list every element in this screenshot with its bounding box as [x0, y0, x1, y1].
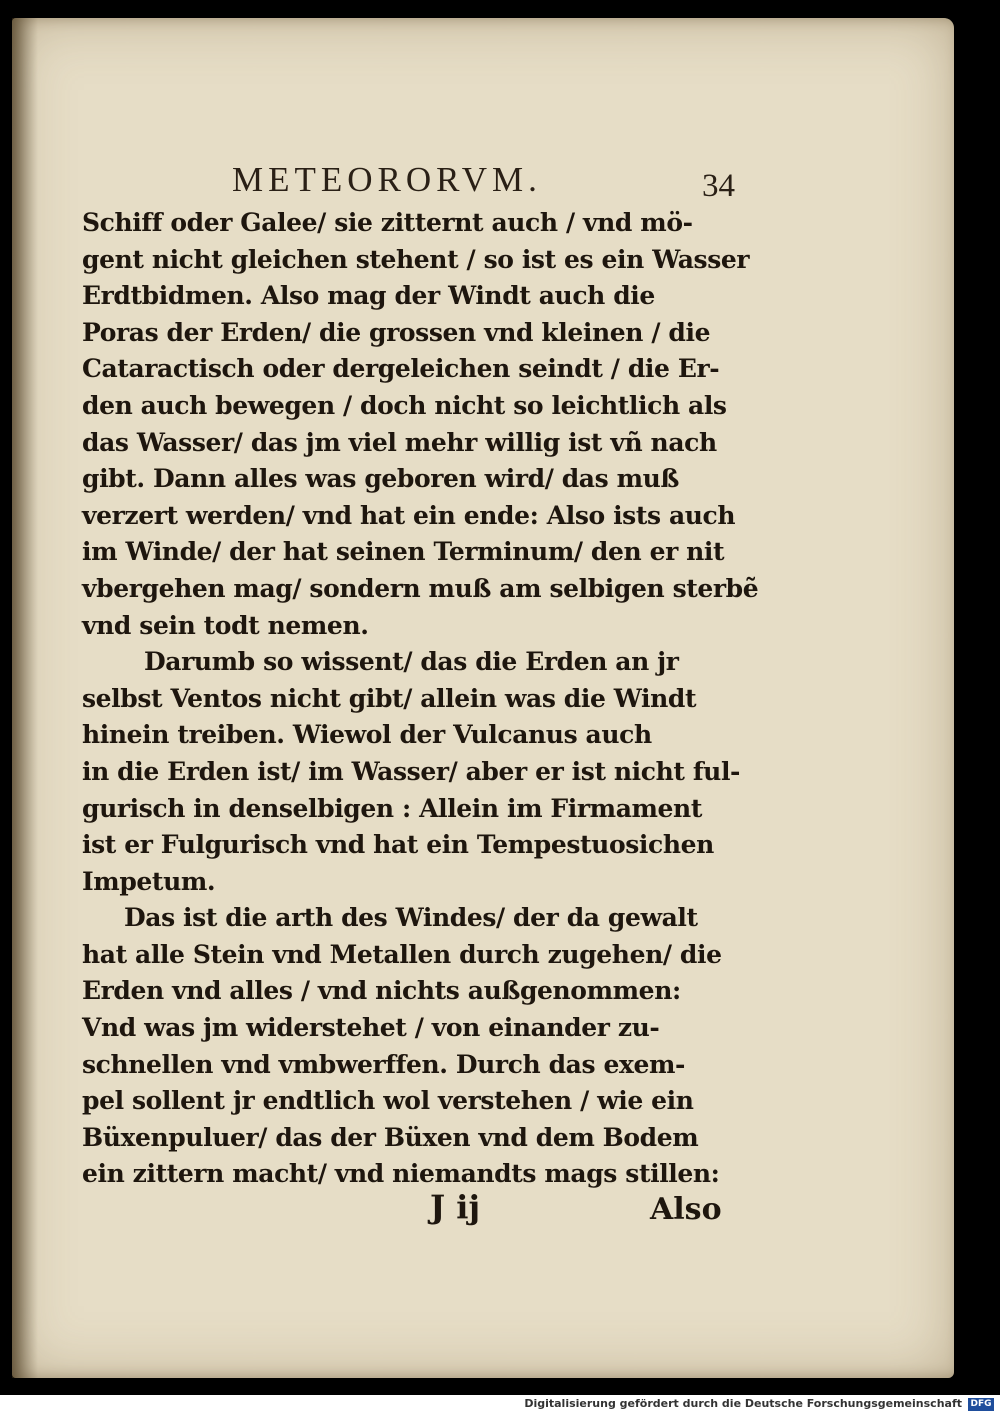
signature-mark: J ij	[430, 1188, 481, 1226]
text-line: den auch bewegen / doch nicht so leichtlich als	[82, 390, 727, 420]
dfg-logo-icon: DFG	[968, 1398, 994, 1411]
text-line: gurisch in denselbigen : Allein im Firmament	[82, 793, 702, 823]
text-line: das Wasser/ das jm viel mehr willig ist vñ nach	[82, 427, 717, 457]
text-line: ein zittern macht/ vnd niemandts mags stillen:	[82, 1159, 720, 1189]
text-line: gent nicht gleichen stehent / so ist es ein Wasser	[82, 244, 750, 274]
body-text	[82, 205, 759, 1193]
page-header	[0, 158, 1000, 208]
text-line: Schiff oder Galee/ sie zitternt auch / vnd mö-	[82, 208, 693, 237]
funding-credit: Digitalisierung gefördert durch die Deutsche Forschungsgemeinschaft	[524, 1397, 962, 1410]
page-footer	[430, 1188, 750, 1238]
text-line: Poras der Erden/ die grossen vnd kleinen / die	[82, 317, 711, 347]
text-line: Büxenpuluer/ das der Büxen vnd dem Bodem	[82, 1122, 699, 1152]
text-line: im Winde/ der hat seinen Terminum/ den er nit	[82, 537, 725, 567]
text-line: Erdtbidmen. Also mag der Windt auch die	[82, 281, 655, 311]
text-line: Cataractisch oder dergeleichen seindt / die Er-	[82, 354, 720, 384]
text-line: vbergehen mag/ sondern muß am selbigen sterbẽ	[82, 573, 759, 603]
text-line: verzert werden/ vnd hat ein ende: Also ists auch	[82, 500, 736, 530]
text-line: ist er Fulgurisch vnd hat ein Tempestuosichen	[82, 830, 714, 860]
text-line: in die Erden ist/ im Wasser/ aber er ist nicht ful-	[82, 756, 741, 786]
text-line: gibt. Dann alles was geboren wird/ das muß	[82, 464, 680, 494]
paragraph-start-line: Darumb so wissent/ das die Erden an jr	[144, 647, 679, 677]
text-line: Vnd was jm widerstehet / von einander zu-	[82, 1013, 660, 1043]
page-number: 34	[702, 168, 735, 204]
text-line: pel sollent jr endtlich wol verstehen / wie ein	[82, 1086, 694, 1116]
text-line: selbst Ventos nicht gibt/ allein was die Windt	[82, 683, 697, 713]
text-line: Impetum.	[82, 866, 216, 896]
text-line: hinein treiben. Wiewol der Vulcanus auch	[82, 720, 652, 750]
page-gutter-shadow	[12, 18, 38, 1378]
catchword: Also	[650, 1192, 722, 1227]
paragraph-start-line: Das ist die arth des Windes/ der da gewalt	[124, 903, 698, 933]
text-line: schnellen vnd vmbwerffen. Durch das exem-	[82, 1049, 686, 1079]
text-line: Erden vnd alles / vnd nichts außgenommen:	[82, 976, 681, 1006]
running-title: METEORORVM.	[232, 160, 542, 199]
text-line: hat alle Stein vnd Metallen durch zugehen/ die	[82, 939, 722, 969]
text-line: vnd sein todt nemen.	[82, 610, 369, 640]
credit-bar	[0, 1395, 1000, 1415]
